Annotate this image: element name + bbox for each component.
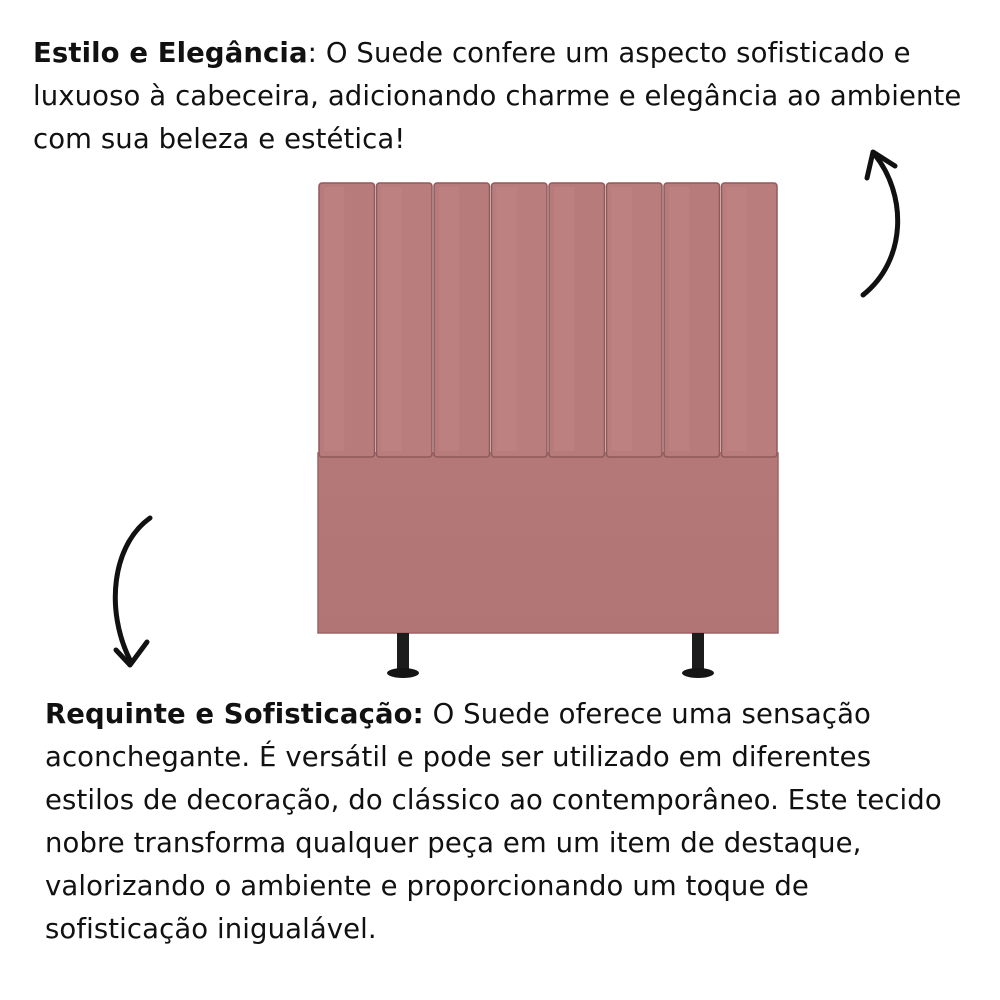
headboard-panel-highlight <box>612 187 632 451</box>
bottom-description <box>45 693 965 951</box>
bottom-heading: Requinte e Sofisticação: <box>45 698 424 730</box>
headboard-legs <box>387 633 714 678</box>
top-description <box>33 32 973 161</box>
headboard-image <box>300 175 790 685</box>
headboard-base <box>318 453 778 633</box>
headboard-panel-highlight <box>382 187 402 451</box>
headboard-panel-highlight <box>324 187 344 451</box>
headboard-panel-highlight <box>439 187 459 451</box>
top-heading: Estilo e Elegância <box>33 37 308 69</box>
bottom-body: O Suede oferece uma sensação aconchegante. É versátil e pode ser utilizado em diferentes estilos de decoração, do clássico ao contemporâneo. Este tecido nobre transforma qualquer peça em um item de destaque, valorizando o ambiente e proporcionando um toque de sofisticação inigualável. <box>45 698 942 945</box>
curved-arrow-down-icon <box>100 510 170 675</box>
top-body: : O Suede confere um aspecto sofisticado e luxuoso à cabeceira, adicionando charme e elegância ao ambiente com sua beleza e estética! <box>33 37 962 155</box>
headboard-panel-highlight <box>727 187 747 451</box>
headboard-panel-highlight <box>669 187 689 451</box>
curved-arrow-up-icon <box>845 140 915 305</box>
headboard-panel-highlight <box>497 187 517 451</box>
headboard-panels <box>319 183 777 457</box>
headboard-panel-highlight <box>554 187 574 451</box>
